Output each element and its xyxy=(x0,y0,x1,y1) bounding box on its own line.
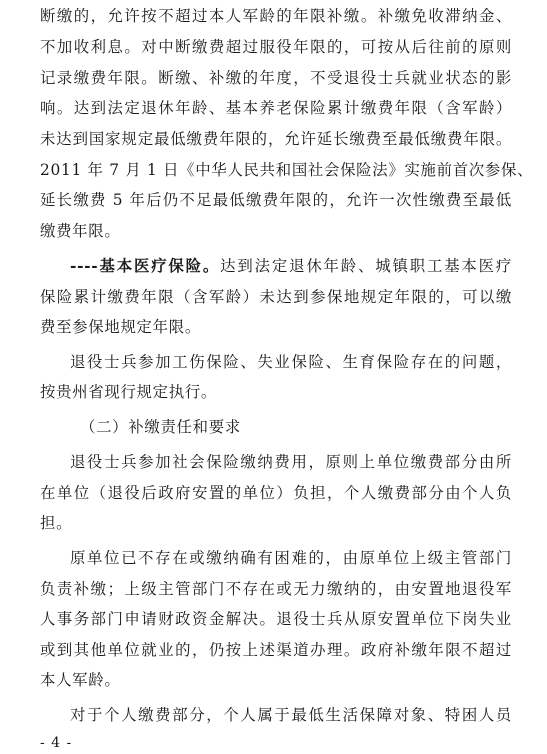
text-line: 在单位（退役后政府安置的单位）负担，个人缴费部分由个人负 xyxy=(40,484,512,502)
text-line: 担。 xyxy=(40,514,73,532)
text-line: 记录缴费年限。断缴、补缴的年度，不受退役士兵就业状态的影 xyxy=(40,69,512,87)
text-line: 本人军龄。 xyxy=(40,671,121,689)
text-line: 负责补缴；上级主管部门不存在或无力缴纳的，由安置地退役军 xyxy=(40,580,512,598)
text-line: 响。达到法定退休年龄、基本养老保险累计缴费年限（含军龄） xyxy=(40,99,512,117)
medical-insurance-paragraph xyxy=(70,256,512,276)
text-line: 未达到国家规定最低缴费年限的，允许延长缴费至最低缴费年限。 xyxy=(40,130,512,148)
text-line: 2011 年 7 月 1 日《中华人民共和国社会保险法》实施前首次参保、 xyxy=(40,161,534,179)
text-line: 对于个人缴费部分，个人属于最低生活保障对象、特困人员 xyxy=(70,706,512,724)
text-line: 费至参保地规定年限。 xyxy=(40,318,201,336)
text-line: 延长缴费 5 年后仍不足最低缴费年限的，允许一次性缴费至最低 xyxy=(40,191,512,209)
page-number: - 4 - xyxy=(40,735,73,751)
section-heading: （二）补缴责任和要求 xyxy=(80,418,241,436)
text-line: 原单位已不存在或缴纳确有困难的，由原单位上级主管部门 xyxy=(70,549,512,567)
text-line: 退役士兵参加社会保险缴纳费用，原则上单位缴费部分由所 xyxy=(70,453,512,471)
text-line: 断缴的，允许按不超过本人军龄的年限补缴。补缴免收滞纳金、 xyxy=(40,7,512,25)
text-line: 不加收利息。对中断缴费超过服役年限的，可按从后往前的原则 xyxy=(40,38,512,56)
text-line: 或到其他单位就业的，仍按上述渠道办理。政府补缴年限不超过 xyxy=(40,641,512,659)
text-line: 缴费年限。 xyxy=(40,222,121,240)
text-line: 退役士兵参加工伤保险、失业保险、生育保险存在的问题， xyxy=(70,353,512,371)
text-line: 人事务部门申请财政资金解决。退役士兵从原安置单位下岗失业 xyxy=(40,610,512,628)
medical-insurance-heading: ----基本医疗保险。 xyxy=(70,257,221,275)
medical-insurance-text: 达到法定退休年龄、城镇职工基本医疗 xyxy=(220,257,512,275)
text-line: 按贵州省现行规定执行。 xyxy=(40,383,217,401)
text-line: 保险累计缴费年限（含军龄）未达到参保地规定年限的，可以缴 xyxy=(40,288,512,306)
